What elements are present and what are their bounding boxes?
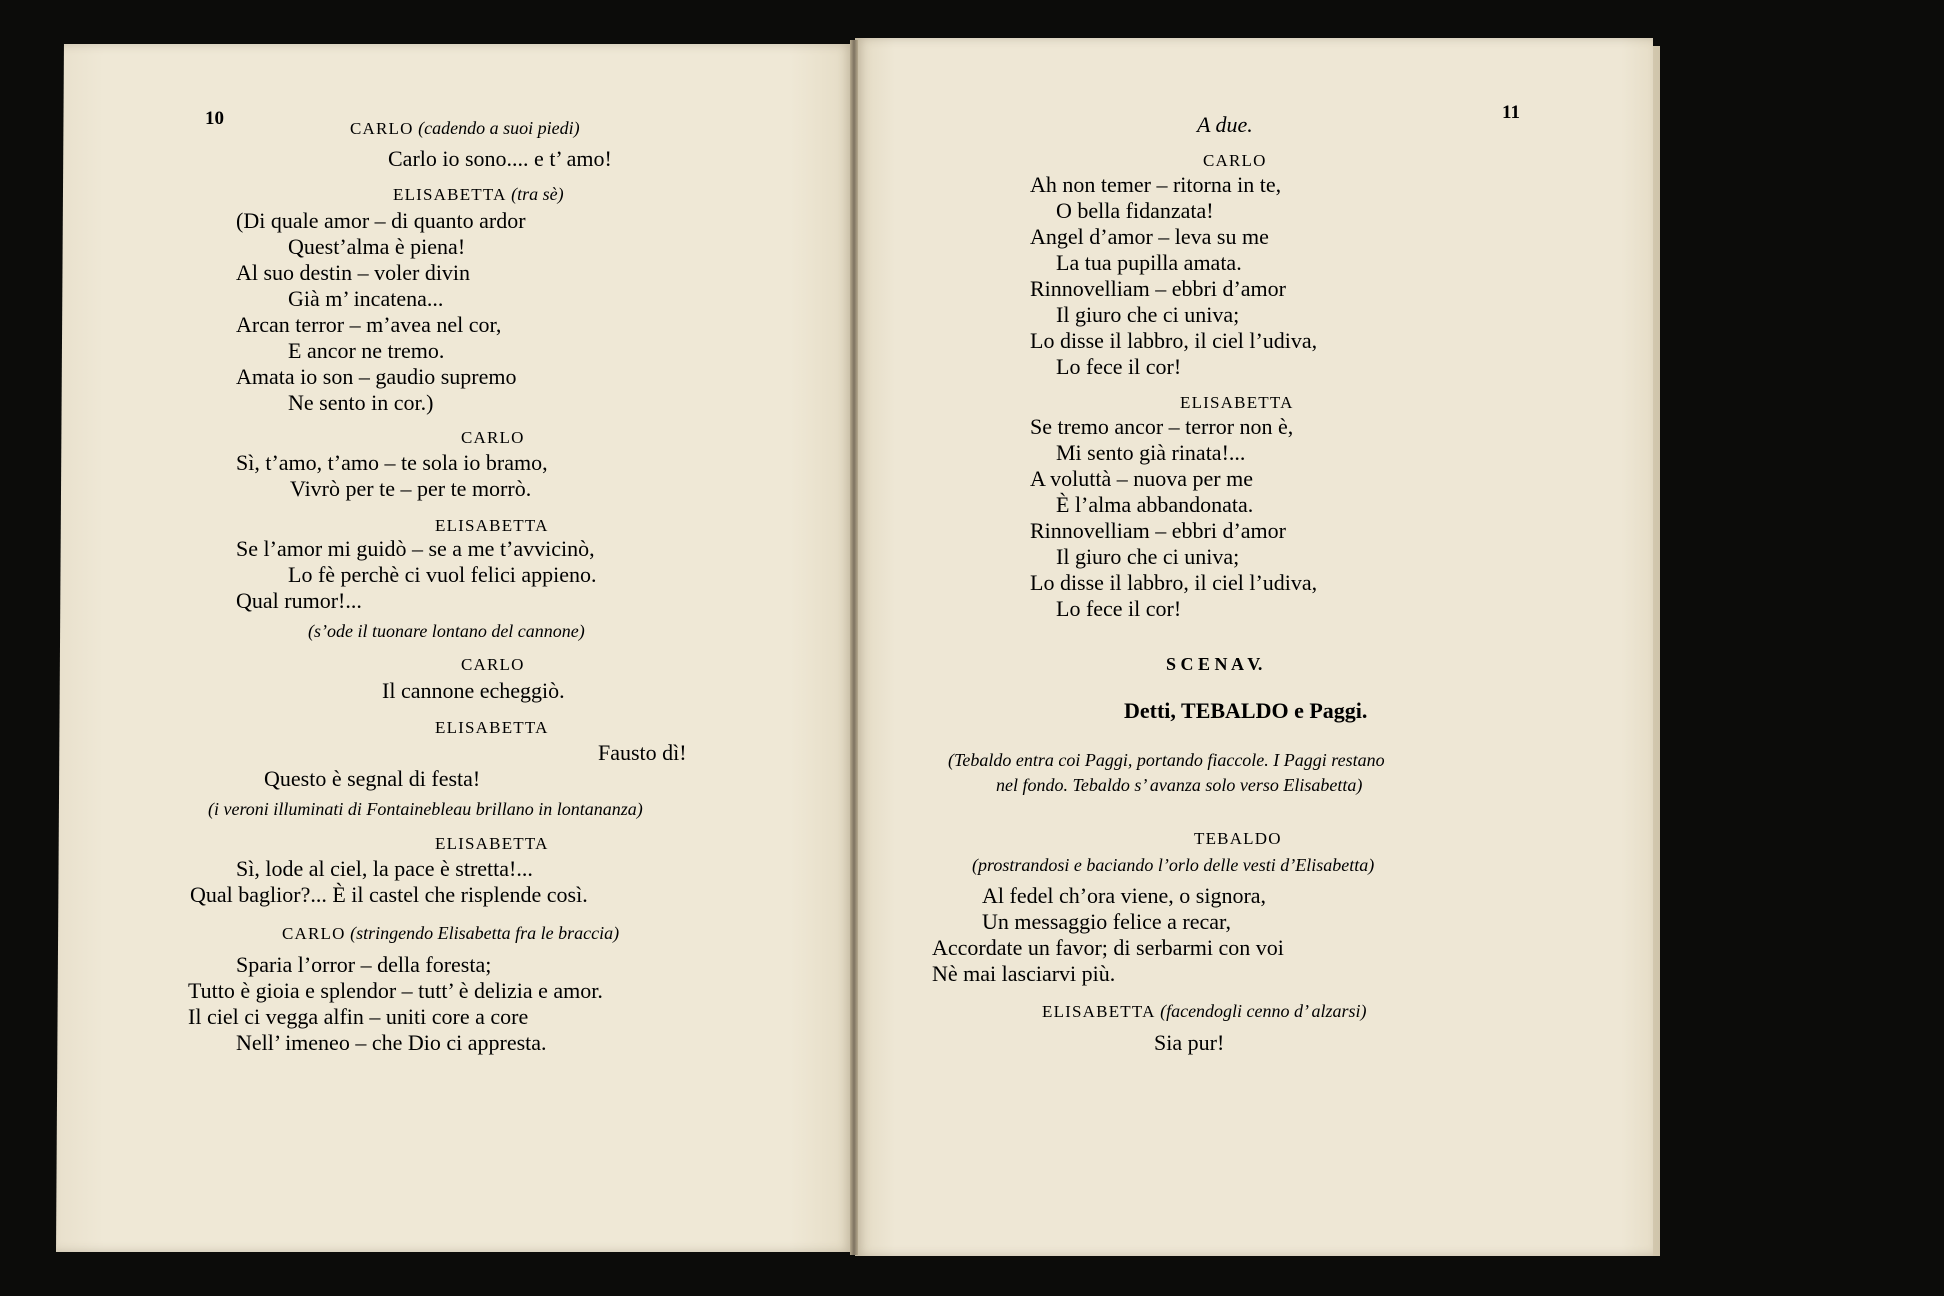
verse-text: Mi sento già rinata!...	[1056, 440, 1246, 465]
left-page-line	[236, 450, 548, 476]
right-page-line	[1030, 172, 1281, 198]
left-page-line	[288, 390, 433, 416]
stage-direction: (stringendo Elisabetta fra le braccia)	[345, 923, 620, 943]
speaker-name: CARLO	[461, 428, 525, 447]
verse-text: Nell’ imeneo – che Dio ci appresta.	[236, 1030, 547, 1055]
book-gutter	[850, 40, 858, 1255]
left-page-line	[461, 423, 525, 451]
right-page-line	[1154, 1030, 1224, 1056]
verse-text: Se l’amor mi guidò – se a me t’avvicinò,	[236, 536, 595, 561]
stage-direction: (tra sè)	[506, 184, 564, 204]
verse-text: Detti, TEBALDO e Paggi.	[1124, 698, 1368, 723]
right-page-line	[1030, 518, 1286, 544]
verse-text: Lo disse il labbro, il ciel l’udiva,	[1030, 328, 1318, 353]
right-page-line	[1030, 466, 1253, 492]
verse-text: Lo fece il cor!	[1056, 354, 1182, 379]
right-page-line	[1197, 112, 1253, 138]
verse-text: (prostrandosi e baciando l’orlo delle vesti d’Elisabetta)	[972, 855, 1375, 875]
verse-text: nel fondo. Tebaldo s’ avanza solo verso Elisabetta)	[996, 775, 1363, 795]
right-page-line	[1056, 544, 1239, 570]
left-page-line	[190, 882, 588, 908]
left-page-line	[208, 795, 643, 822]
verse-text: Il giuro che ci univa;	[1056, 544, 1240, 569]
verse-text: A voluttà – nuova per me	[1030, 466, 1254, 491]
speaker-name: ELISABETTA	[435, 516, 549, 535]
right-page-line	[1203, 146, 1267, 174]
verse-text: Rinnovelliam – ebbri d’amor	[1030, 518, 1286, 543]
left-page-line	[188, 1004, 528, 1030]
verse-text: Fausto dì!	[598, 740, 687, 765]
speaker-name: ELISABETTA	[1042, 1002, 1156, 1021]
left-page-line	[288, 286, 443, 312]
verse-text: Questo è segnal di festa!	[264, 766, 481, 791]
stage-direction: (facendogli cenno d’ alzarsi)	[1155, 1001, 1367, 1021]
right-page-line	[1042, 997, 1367, 1025]
verse-text: Angel d’amor – leva su me	[1030, 224, 1269, 249]
right-page-line	[1056, 354, 1181, 380]
left-page-line	[288, 234, 465, 260]
right-page-line	[948, 746, 1385, 773]
verse-text: Già m’ incatena...	[288, 286, 444, 311]
speaker-name: ELISABETTA	[393, 185, 507, 204]
left-page-line	[290, 476, 531, 502]
left-page-line	[288, 562, 596, 588]
left-page-line	[382, 678, 565, 704]
verse-text: Qual rumor!...	[236, 588, 362, 613]
right-page-line	[1056, 198, 1214, 224]
verse-text: Accordate un favor; di serbarmi con voi	[932, 935, 1284, 960]
verse-text: (Tebaldo entra coi Paggi, portando fiaccole. I Paggi restano	[948, 750, 1385, 770]
left-page-line	[236, 312, 501, 338]
right-page-line	[1030, 570, 1317, 596]
left-page-line	[236, 364, 516, 390]
right-page-line	[1056, 492, 1253, 518]
verse-text: Amata io son – gaudio supremo	[236, 364, 517, 389]
verse-text: A due.	[1197, 112, 1253, 137]
verse-text: Lo disse il labbro, il ciel l’udiva,	[1030, 570, 1318, 595]
right-page-line	[1030, 414, 1293, 440]
left-page-line	[188, 978, 603, 1004]
left-page-line	[435, 829, 549, 857]
left-page-line	[236, 536, 595, 562]
right-page-line	[1166, 650, 1262, 677]
left-page-line	[388, 146, 612, 172]
right-page-line	[932, 935, 1284, 961]
right-page-line	[996, 771, 1362, 798]
left-page-line	[435, 713, 549, 741]
right-page-line	[1056, 250, 1242, 276]
verse-text: Sì, lode al ciel, la pace è stretta!...	[236, 856, 533, 881]
verse-text: S C E N A V.	[1166, 654, 1263, 674]
right-page-line	[982, 883, 1266, 909]
right-page-line	[1056, 596, 1181, 622]
left-page-line	[461, 650, 525, 678]
verse-text: Arcan terror – m’avea nel cor,	[236, 312, 502, 337]
right-page-line	[972, 851, 1374, 878]
verse-text: O bella fidanzata!	[1056, 198, 1214, 223]
left-page-line	[288, 338, 444, 364]
left-page-line	[308, 617, 585, 644]
verse-text: Un messaggio felice a recar,	[982, 909, 1231, 934]
verse-text: Ah non temer – ritorna in te,	[1030, 172, 1282, 197]
left-page-line	[598, 740, 687, 766]
right-page-line	[1030, 276, 1286, 302]
left-page-line	[393, 180, 564, 208]
verse-text: Al suo destin – voler divin	[236, 260, 471, 285]
right-page-line	[932, 961, 1115, 987]
speaker-name: CARLO	[461, 655, 525, 674]
left-page-line	[236, 588, 362, 614]
page-number-right: 11	[1502, 102, 1520, 123]
verse-text: Sparia l’orror – della foresta;	[236, 952, 492, 977]
speaker-name: CARLO	[350, 119, 414, 138]
right-page-line	[1056, 302, 1239, 328]
verse-text: (Di quale amor – di quanto ardor	[236, 208, 526, 233]
speaker-name: ELISABETTA	[435, 834, 549, 853]
verse-text: Il cannone echeggiò.	[382, 678, 565, 703]
speaker-name: ELISABETTA	[1180, 393, 1294, 412]
verse-text: Nè mai lasciarvi più.	[932, 961, 1116, 986]
right-page-line	[1194, 824, 1282, 852]
verse-text: La tua pupilla amata.	[1056, 250, 1242, 275]
left-page-line	[236, 260, 470, 286]
page-number-left: 10	[205, 108, 224, 129]
right-page-line	[1124, 698, 1367, 724]
verse-text: Rinnovelliam – ebbri d’amor	[1030, 276, 1286, 301]
verse-text: Ne sento in cor.)	[288, 390, 434, 415]
right-page-line	[1030, 328, 1317, 354]
right-page-line	[1030, 224, 1269, 250]
verse-text: Il ciel ci vegga alfin – uniti core a core	[188, 1004, 529, 1029]
verse-text: Vivrò per te – per te morrò.	[290, 476, 532, 501]
verse-text: Qual baglior?... È il castel che risplende così.	[190, 882, 588, 907]
verse-text: È l’alma abbandonata.	[1056, 492, 1254, 517]
verse-text: Il giuro che ci univa;	[1056, 302, 1240, 327]
verse-text: (i veroni illuminati di Fontainebleau brillano in lontananza)	[208, 799, 643, 819]
right-page-line	[1180, 388, 1294, 416]
verse-text: Al fedel ch’ora viene, o signora,	[982, 883, 1267, 908]
stage-direction: (cadendo a suoi piedi)	[413, 118, 580, 138]
left-page-line	[350, 114, 580, 142]
verse-text: (s’ode il tuonare lontano del cannone)	[308, 621, 585, 641]
speaker-name: CARLO	[1203, 151, 1267, 170]
left-page-line	[236, 1030, 547, 1056]
verse-text: E ancor ne tremo.	[288, 338, 445, 363]
speaker-name: ELISABETTA	[435, 718, 549, 737]
left-page-line	[264, 766, 480, 792]
verse-text: Se tremo ancor – terror non è,	[1030, 414, 1294, 439]
verse-text: Quest’alma è piena!	[288, 234, 466, 259]
left-page-line	[435, 511, 549, 539]
verse-text: Lo fè perchè ci vuol felici appieno.	[288, 562, 597, 587]
verse-text: Sì, t’amo, t’amo – te sola io bramo,	[236, 450, 548, 475]
verse-text: Carlo io sono.... e t’ amo!	[388, 146, 612, 171]
left-page-line	[236, 856, 533, 882]
verse-text: Sia pur!	[1154, 1030, 1225, 1055]
right-page-line	[1056, 440, 1245, 466]
verse-text: Lo fece il cor!	[1056, 596, 1182, 621]
speaker-name: CARLO	[282, 924, 346, 943]
left-page-line	[282, 919, 619, 947]
right-page	[855, 38, 1653, 1256]
left-page-line	[236, 952, 491, 978]
speaker-name: TEBALDO	[1194, 829, 1282, 848]
right-page-line	[982, 909, 1231, 935]
verse-text: Tutto è gioia e splendor – tutt’ è delizia e amor.	[188, 978, 603, 1003]
left-page-line	[236, 208, 526, 234]
